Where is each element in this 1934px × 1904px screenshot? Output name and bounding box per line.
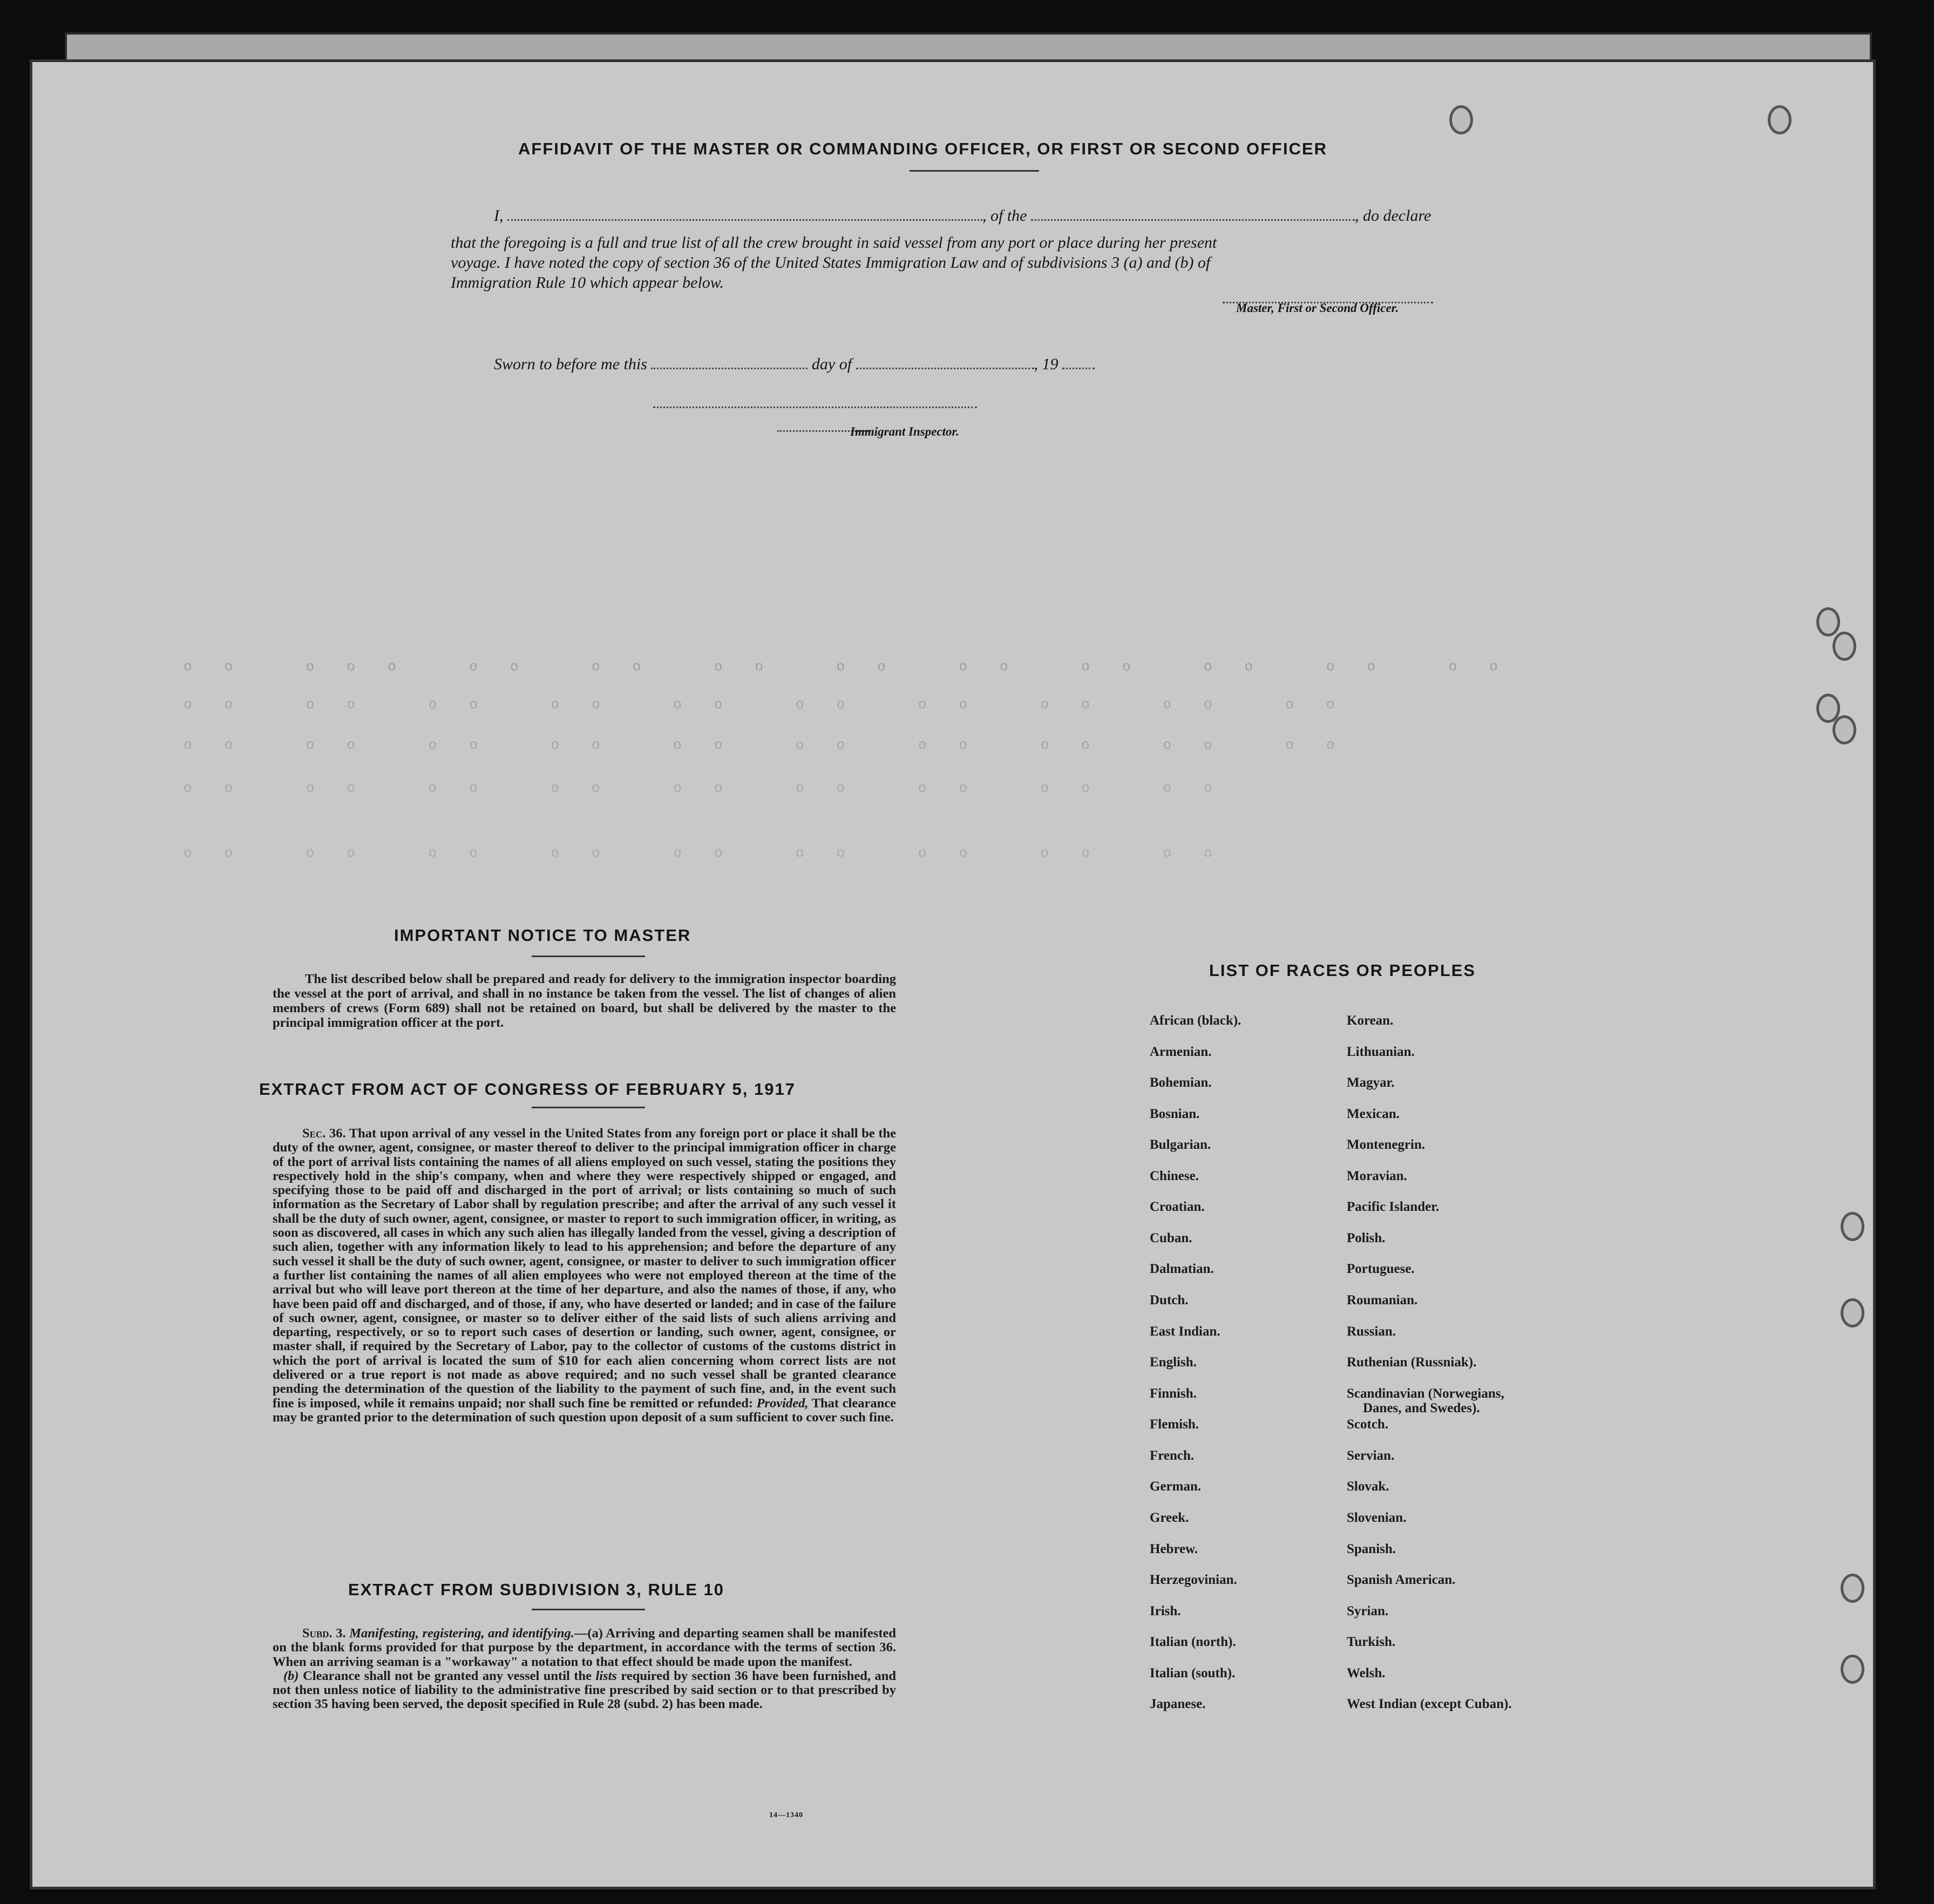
race-item: Bohemian. — [1150, 1075, 1212, 1090]
name-field[interactable] — [507, 216, 982, 221]
race-item: English. — [1150, 1355, 1197, 1370]
race-item: German. — [1150, 1479, 1202, 1494]
punch-hole — [1449, 105, 1473, 134]
race-item: Hebrew. — [1150, 1542, 1198, 1556]
affidavit-body-3: Immigration Rule 10 which appear below. — [451, 274, 724, 292]
subd-b-lists: lists — [595, 1668, 617, 1683]
race-item: Dutch. — [1150, 1293, 1189, 1307]
subd-b-label: (b) — [283, 1668, 299, 1683]
race-item: Magyar. — [1347, 1075, 1395, 1090]
act-rule — [532, 1107, 645, 1108]
notice-title: IMPORTANT NOTICE TO MASTER — [394, 926, 691, 945]
race-item: Scotch. — [1347, 1417, 1389, 1432]
declare-suffix: , do declare — [1355, 207, 1431, 225]
race-item: Welsh. — [1347, 1666, 1386, 1681]
subd-b-text-1: Clearance shall not be granted any vessel until the — [303, 1668, 592, 1683]
punch-hole — [1841, 1212, 1864, 1241]
act-paragraph: That upon arrival of any vessel in the United States from any foreign port or place it shall be the duty of the owner, agent, consignee, or master thereof to deliver to the principal immigration officer in charge of the port of arrival lists containing the names of all aliens employed on such vessel, stating the positions they respectively hold in the ship's company, when and where they were respectively shipped or engaged, and specifying those to be paid off and discharged in the port of arrival; or lists containing so much of such information as the Secretary of Labor shall by regulation prescribe; and after the arrival of any such vessel it shall be the duty of such owner, agent, consignee, or master to report to such immigration officer, in writing, as soon as discovered, all cases in which any such alien has illegally landed from the vessel, giving a description of such alien, together with any information likely to lead to his apprehension; and before the departure of any such vessel it shall be the duty of such owner, agent, consignee, or master to deliver to such immigration officer a further list containing the names of all alien employees who were not employed thereon at the time of the arrival but who will leave port thereon at the time of her departure, and also the names of those, if any, who have been paid off and discharged, and of those, if any, who have deserted or landed; and in case of the failure of such owner, agent, consignee, or master so to deliver either of the said lists of such aliens arriving and departing, respectively, or so to report such cases of desertion or landing, such owner, agent, consignee, or master shall, if required by the Secretary of Labor, pay to the collector of customs of the customs district in which the port of arrival is located the sum of $10 for each alien concerning whom correct lists are not delivered or a true report is not made as above required; and no such vessel shall be granted clearance pending the determination of the question of the liability to the payment of such fine, and, in the event such fine is imposed, while it remains unpaid; nor shall such fine be remitted or refunded: — [273, 1126, 897, 1411]
inspector-signature-line[interactable] — [653, 403, 977, 408]
race-item: African (black). — [1150, 1013, 1241, 1028]
sworn-line — [494, 355, 1095, 374]
sworn-prefix: Sworn to before me this — [494, 355, 647, 373]
race-item: Spanish. — [1347, 1542, 1396, 1556]
race-item: Japanese. — [1150, 1697, 1206, 1711]
master-caption: Master, First or Second Officer. — [1236, 301, 1399, 315]
subd-a-text: —(a) Arriving and departing seamen shall be manifested on the blank forms provided for that purpose by the department, in accordance with the terms of section 36. When an arriving seaman is a "workaway" a notation to that effect should be made upon the manifest. — [273, 1626, 896, 1669]
race-item: Korean. — [1347, 1013, 1394, 1028]
punch-hole — [1768, 105, 1792, 134]
punch-hole — [1841, 1655, 1864, 1684]
manifest-page: oo ooo oo oo oo oo oo oo oo oo oo oo oo oo oo oo oo oo oo oo oo oo oo oo oo oo oo oo oo oo oo oo oo oo oo oo oo oo oo oo oo oo oo oo oo oo oo oo oo AFFIDAVIT OF THE MASTER OR COMMANDING OFFICER, OR FIRST OR SECOND OFFICER I, , of the , do declare that the foregoing is a full and true list of all the crew brought in said vessel from any port or place during her present voyage. I have noted the copy of section 36 of the United States Immigration Law and of subdivisions 3 (a) and (b) of Immigration Rule 10 which appear below. Master, First or Second Officer. Sworn to before me this day of , 19 Immigrant Inspector. IMPORTANT NOTICE TO MASTER The list described below shall be prepared and ready for delivery to the immigration inspector boarding the vessel at the port of arrival, and shall in no instance be taken from the vessel. The list of changes of alien members of crews (Form 689) shall not be retained on board, but shall be delivered by the master to the principal immigration officer at the port. EXTRACT FROM ACT OF CONGRESS OF FEBRUARY 5, 1917 Sec. 36. That upon arrival of any vessel in the United States from any foreign port or place it shall be the duty of the owner, agent, consignee, or master thereof to deliver to the principal immigration officer in charge of the port of arrival lists containing the names of all aliens employed on such vessel, stating the positions they respectively hold in the ship's company, when and where they were respectively shipped or engaged, and specifying those to be paid off and discharged in the port of arrival; or lists containing so much of such information as the Secretary of Labor shall by regulation prescribe; and after the arrival of any such vessel it shall be the duty of such owner, agent, consignee, or master to report to such immigration officer, in writing, as soon as discovered, all cases in which any such alien has illegally landed from the vessel, giving a description of such alien, together with any information likely to lead to his apprehension; and before the departure of any such vessel it shall be the duty of such owner, agent, consignee, or master to deliver to such immigration officer a further list containing the names of all alien employees who were not employed thereon at the time of the arrival but who will leave port thereon at the time of her departure, and also the names of those, if any, who have been paid off and discharged, and of those, if any, who have deserted or landed; and in case of the failure of such owner, agent, consignee, or master so to deliver either of the said lists of such aliens arriving and departing, respectively, or so to report such cases of desertion or landing, such owner, agent, consignee, or master shall, if required by the Secretary of Labor, pay to the collector of customs of the customs district in which the port of arrival is located the sum of $10 for each alien concerning whom correct lists are not delivered or a true report is not made as above required; and no such vessel shall be granted clearance pending the determination of the question of the liability to the payment of such fine, and, in the event such fine is imposed, while it remains unpaid; nor shall such fine be remitted or refunded: Provided, That clearance may be granted prior to the determination of such question upon deposit of a sum sufficient to cover such fine. EXTRACT FROM SUBDIVISION 3, RULE 10 Subd. 3. Manifesting, registering, and identifying.—(a) Arriving and departing seamen shall be manifested on the blank forms provided for that purpose by the department, in accordance with the terms of section 36. When an arriving seaman is a "workaway" a notation to that effect should be made upon the manifest. (b) Clearance shall not be granted any vessel until the lists required by section 36 have been furnished, and not then unless notice of liability to the administrative fine prescribed by said section or to that prescribed by section 35 having been served, the deposit specified in Rule 28 (subd. 2) has been made. 14—1340 LIST OF RACES OR PEOPLES African (black). Armenian. Bohemian. Bosnian. Bulgarian. Chinese. Croatian. Cuban. Dalmatian. Dutch. East Indian. English. Finnish. Flemish. French. German. Greek. Hebrew. Herzegovinian. Irish. Italian (north). Italian (south). Japanese. Korean. Lithuanian. Magyar. Mexican. Montenegrin. Moravian. Pacific Islander. Polish. Portuguese. Roumanian. Russian. Ruthenian (Russniak). Scandinavian (Norwegians, Danes, and Swedes). Scotch. Servian. Slovak. Slovenian. Spanish. Spanish American. Syrian. Turkish. Welsh. West Indian (except Cuban). — [30, 59, 1876, 1889]
race-item: French. — [1150, 1448, 1195, 1463]
inspector-caption: Immigrant Inspector. — [850, 425, 959, 438]
notice-paragraph: The list described below shall be prepared and ready for delivery to the immigration inspector boarding the vessel at the port of arrival, and shall in no instance be taken from the vessel. The list of changes of alien members of crews (Form 689) shall not be retained on board, but shall be delivered by the master to the principal immigration officer at the port. — [273, 972, 896, 1030]
race-item: Italian (north). — [1150, 1635, 1236, 1649]
race-item: Finnish. — [1150, 1386, 1197, 1401]
race-item: Scandinavian (Norwegians, — [1347, 1386, 1504, 1401]
punch-hole — [1833, 632, 1856, 661]
sworn-day: day of — [811, 355, 852, 373]
sworn-year-field[interactable] — [1062, 364, 1095, 369]
race-item: Greek. — [1150, 1510, 1189, 1525]
race-item: Ruthenian (Russniak). — [1347, 1355, 1477, 1370]
race-item: Chinese. — [1150, 1169, 1199, 1183]
race-item-continuation: Danes, and Swedes). — [1363, 1401, 1480, 1415]
provided-label: Provided, — [756, 1395, 809, 1411]
notice-rule — [532, 956, 645, 957]
race-item: Slovenian. — [1347, 1510, 1407, 1525]
race-item: Slovak. — [1347, 1479, 1389, 1494]
punch-hole — [1833, 715, 1856, 744]
race-item: Syrian. — [1347, 1604, 1389, 1618]
race-item: Irish. — [1150, 1604, 1181, 1618]
act-title: EXTRACT FROM ACT OF CONGRESS OF FEBRUARY 5, 1917 — [259, 1080, 796, 1099]
affidavit-title: AFFIDAVIT OF THE MASTER OR COMMANDING OFFICER, OR FIRST OR SECOND OFFICER — [518, 139, 1328, 158]
race-item: East Indian. — [1150, 1324, 1220, 1339]
sworn-month-field[interactable] — [856, 364, 1034, 369]
race-item: Dalmatian. — [1150, 1262, 1214, 1276]
declare-of: , of the — [982, 207, 1027, 225]
race-item: Cuban. — [1150, 1231, 1192, 1245]
sworn-year: , 19 — [1034, 355, 1058, 373]
form-number: 14—1340 — [769, 1811, 803, 1819]
act-text — [273, 1127, 896, 1425]
title-rule — [910, 170, 1039, 172]
rule-text — [273, 1627, 896, 1712]
race-item: Spanish American. — [1347, 1573, 1456, 1587]
race-item: Turkish. — [1347, 1635, 1396, 1649]
subd-heading: Manifesting, registering, and identifying. — [349, 1626, 574, 1641]
race-item: Pacific Islander. — [1347, 1200, 1440, 1214]
provided-text: That clearance may be granted prior to the determination of such question upon deposit of a sum sufficient to cover such fine. — [273, 1395, 896, 1425]
race-item: Armenian. — [1150, 1045, 1212, 1059]
rule-rule — [532, 1609, 645, 1610]
declaration-line — [494, 207, 1431, 225]
sworn-date-field[interactable] — [651, 364, 807, 369]
race-item: Roumanian. — [1347, 1293, 1418, 1307]
race-item: Moravian. — [1347, 1169, 1407, 1183]
affidavit-body-2: voyage. I have noted the copy of section 36 of the United States Immigration Law and of subdivisions 3 (a) and (b) of — [451, 254, 1211, 272]
race-item: Mexican. — [1347, 1107, 1400, 1121]
race-item: Servian. — [1347, 1448, 1395, 1463]
race-item: Portuguese. — [1347, 1262, 1415, 1276]
race-item: Russian. — [1347, 1324, 1396, 1339]
affidavit-body-1: that the foregoing is a full and true list of all the crew brought in said vessel from any port or place during her present — [451, 234, 1217, 252]
race-item: West Indian (except Cuban). — [1347, 1697, 1512, 1711]
subd-label: Subd. 3. — [302, 1626, 346, 1641]
punch-hole — [1841, 1574, 1864, 1603]
race-item: Bulgarian. — [1150, 1137, 1211, 1152]
race-item: Bosnian. — [1150, 1107, 1200, 1121]
notice-text — [273, 972, 896, 1030]
race-item: Italian (south). — [1150, 1666, 1236, 1681]
races-title: LIST OF RACES OR PEOPLES — [1209, 961, 1476, 980]
race-item: Flemish. — [1150, 1417, 1199, 1432]
vessel-field[interactable] — [1031, 216, 1355, 221]
subd-b-text-2: required by section 36 have been furnished, and not then unless notice of liability to the administrative fine prescribed by said section or to that prescribed by section 35 having been served, the deposit specified in Rule 28 (subd. 2) has been made. — [273, 1668, 896, 1712]
race-item: Montenegrin. — [1347, 1137, 1426, 1152]
race-item: Polish. — [1347, 1231, 1386, 1245]
declare-prefix: I, — [494, 207, 504, 225]
punch-hole — [1841, 1298, 1864, 1327]
sec-label: Sec. 36. — [302, 1126, 346, 1141]
race-item: Lithuanian. — [1347, 1045, 1415, 1059]
race-item: Herzegovinian. — [1150, 1573, 1237, 1587]
rule-title: EXTRACT FROM SUBDIVISION 3, RULE 10 — [348, 1580, 724, 1599]
punch-hole — [1816, 607, 1840, 636]
race-item: Croatian. — [1150, 1200, 1205, 1214]
